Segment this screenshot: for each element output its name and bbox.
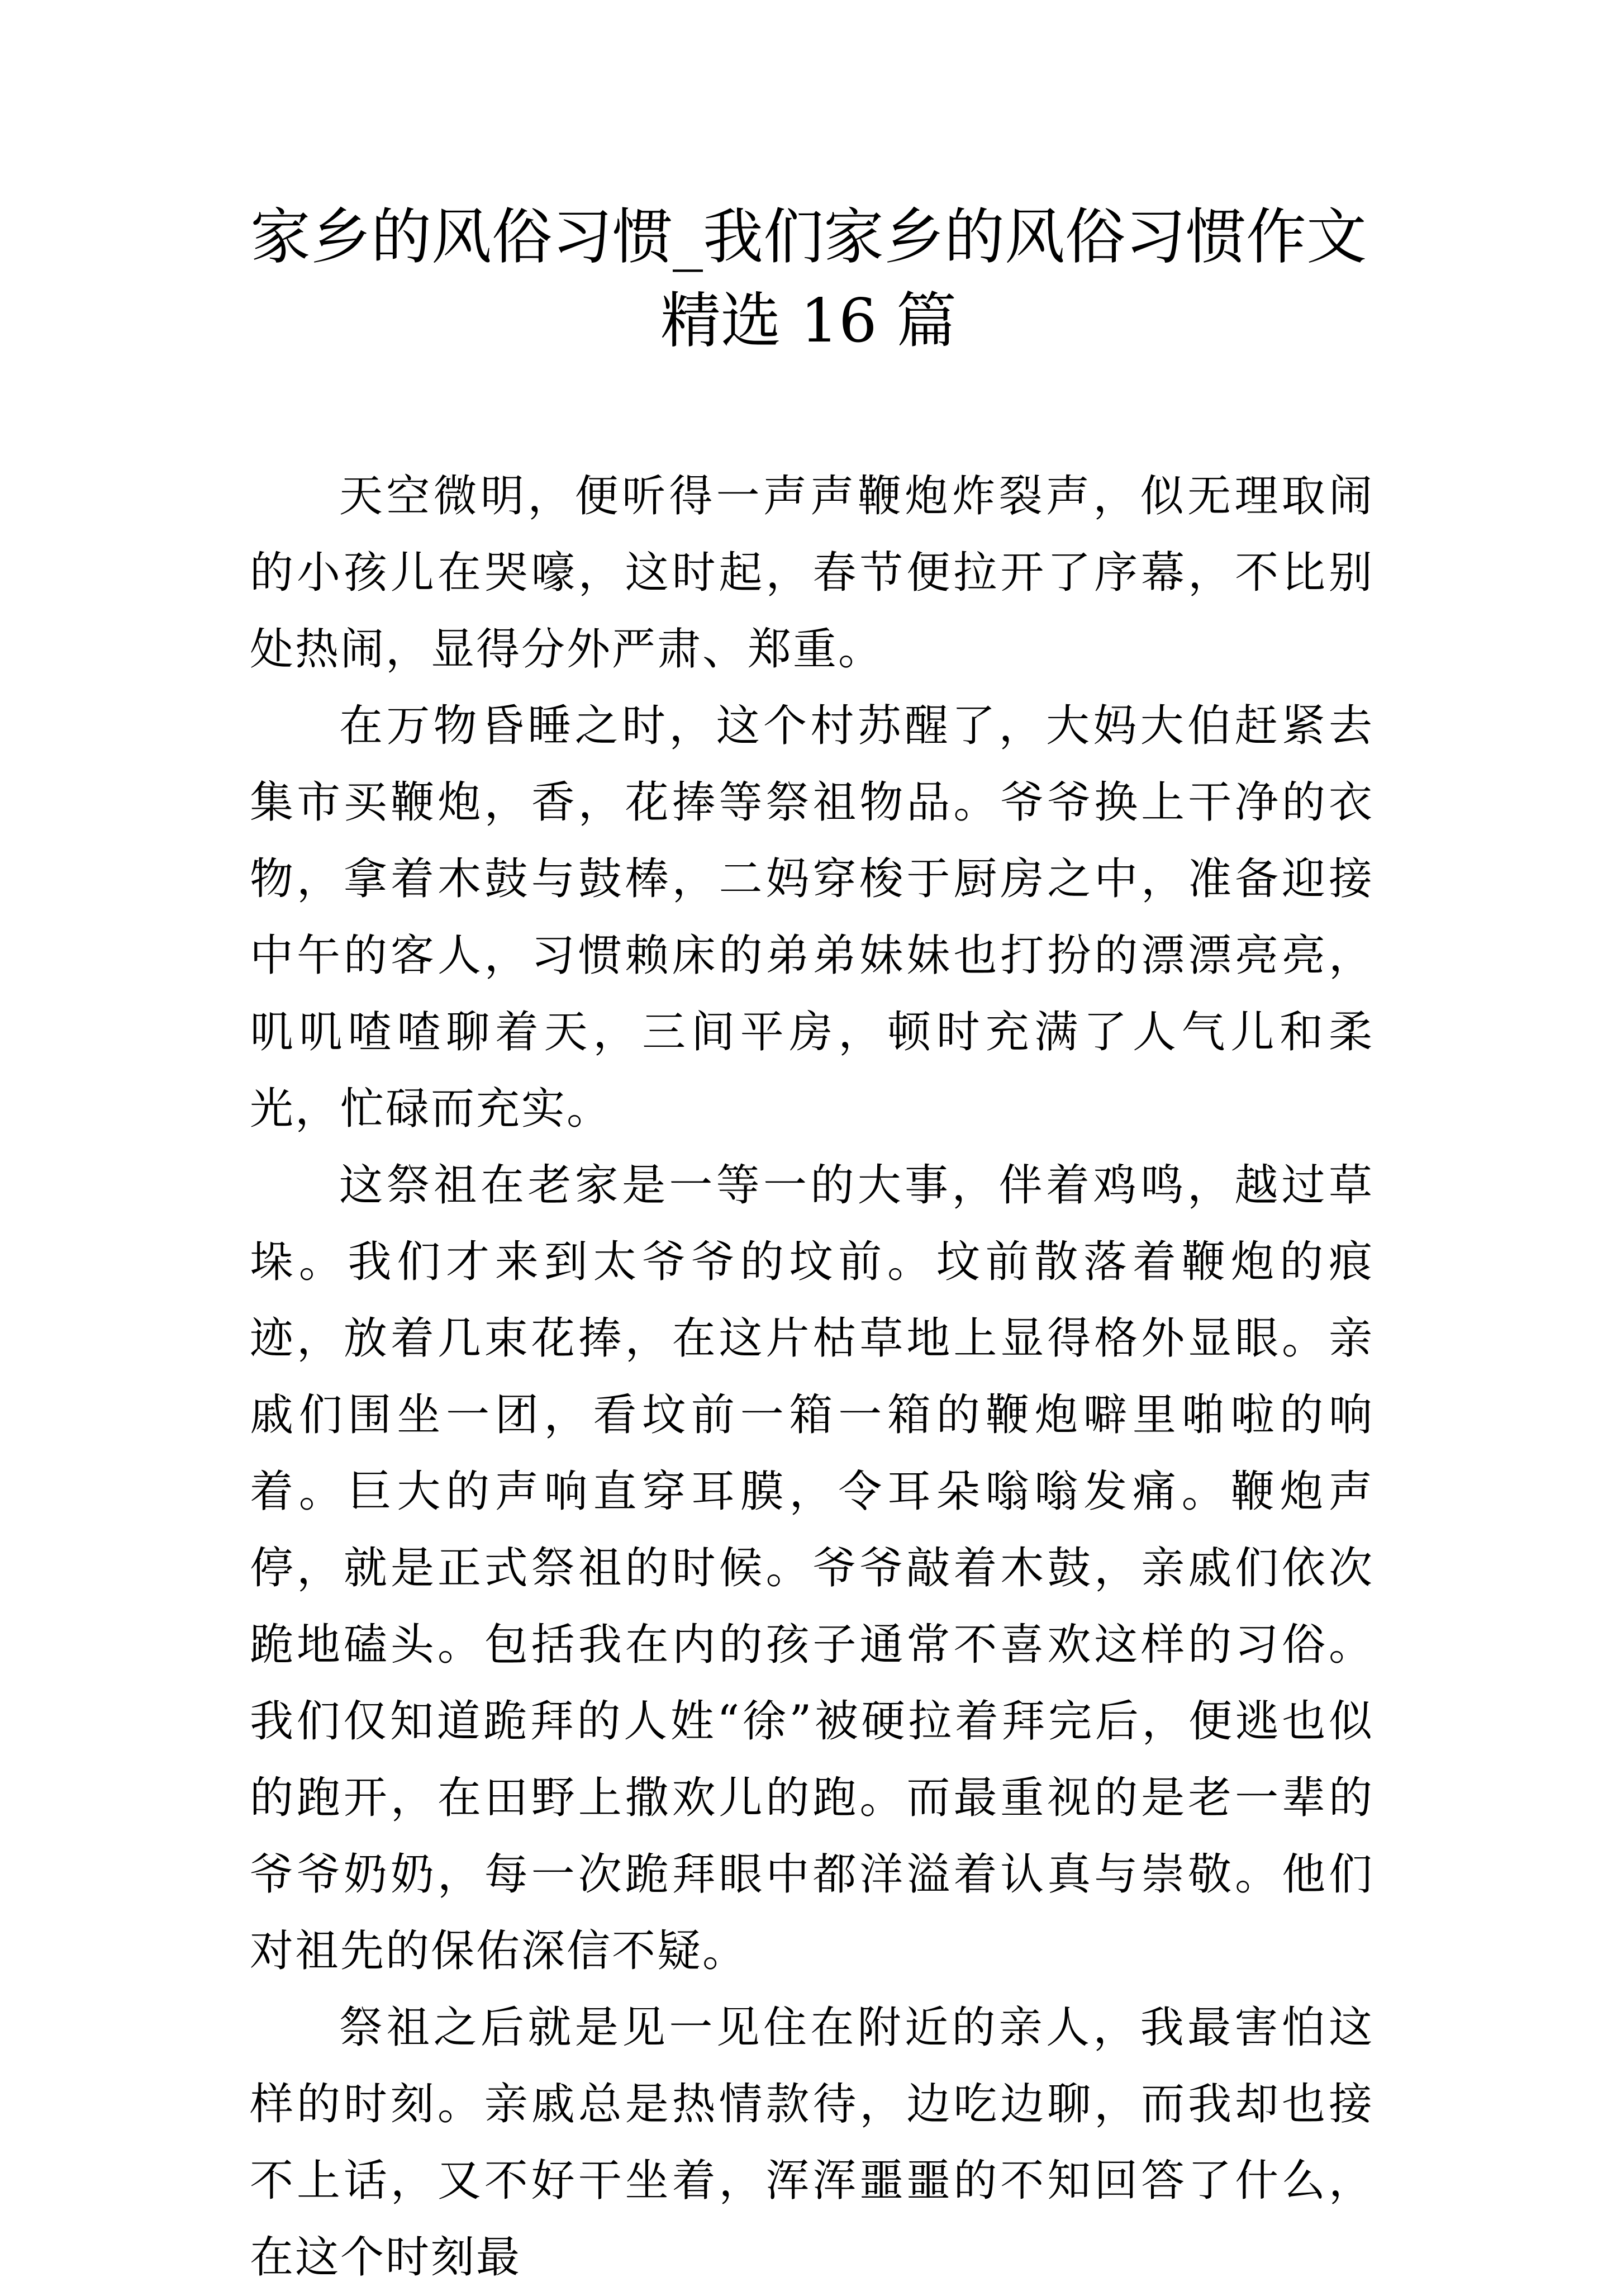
- paragraph-3: 这祭祖在老家是一等一的大事，伴着鸡鸣，越过草垛。我们才来到太爷爷的坟前。坟前散落着鞭炮的痕迹，放着几束花捧，在这片枯草地上显得格外显眼。亲戚们围坐一团，看坟前一箱一箱的鞭炮噼里啪啦的响着。巨大的声响直穿耳膜，令耳朵嗡嗡发痛。鞭炮声停，就是正式祭祖的时候。爷爷敲着木鼓，亲戚们依次跪地磕头。包括我在内的孩子通常不喜欢这样的习俗。我们仅知道跪拜的人姓“徐”被硬拉着拜完后，便逃也似的跑开，在田野上撒欢儿的跑。而最重视的是老一辈的爷爷奶奶，每一次跪拜眼中都洋溢着认真与崇敬。他们对祖先的保佑深信不疑。: [250, 1160, 1374, 1976]
- paragraph-4: 祭祖之后就是见一见住在附近的亲人，我最害怕这样的时刻。亲戚总是热情款待，边吃边聊，而我却也接不上话，又不好干坐着，浑浑噩噩的不知回答了什么，在这个时刻最: [250, 2003, 1374, 2283]
- paragraph-2: 在万物昏睡之时，这个村苏醒了，大妈大伯赶紧去集市买鞭炮，香，花捧等祭祖物品。爷爷换上干净的衣物，拿着木鼓与鼓棒，二妈穿梭于厨房之中，准备迎接中午的客人，习惯赖床的弟弟妹妹也打扮的漂漂亮亮，叽叽喳喳聊着天，三间平房，顿时充满了人气儿和柔光，忙碌而充实。: [250, 701, 1374, 1134]
- document-body: [250, 458, 1374, 2296]
- title-line-1: 家乡的风俗习惯_我们家乡的风俗习惯作文: [250, 202, 1367, 272]
- paragraph-1: 天空微明，便听得一声声鞭炮炸裂声，似无理取闹的小孩儿在哭嚎，这时起，春节便拉开了序幕，不比别处热闹，显得分外严肃、郑重。: [250, 471, 1374, 675]
- title-line-2: 精选 16 篇: [660, 286, 957, 356]
- document-title: [240, 196, 1377, 363]
